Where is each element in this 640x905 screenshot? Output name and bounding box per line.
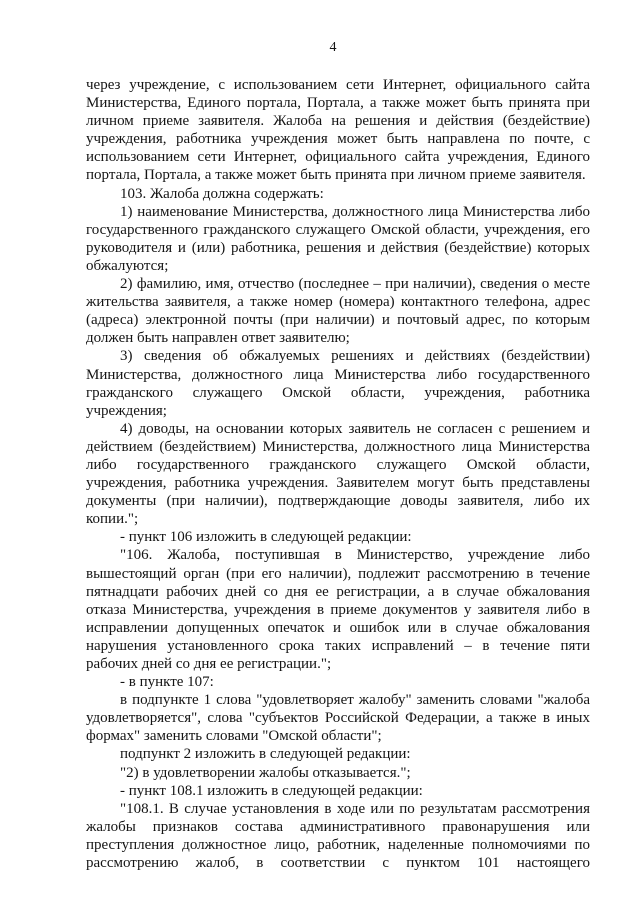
paragraph-amend-107: - в пункте 107: (120, 674, 214, 691)
paragraph-108-1-text: "108.1. В случае установления в ходе или по результатам рассмотрения жалобы признаков состава административного правонарушения или преступления должностное лицо, работник, наделенные полномочиями по рассмотрению жалоб, в соответствии с пунктом 101 настоящего (86, 800, 590, 872)
paragraph-103-heading: 103. Жалоба должна содержать: (120, 185, 324, 202)
paragraph-107-subitem-2-intro: подпункт 2 изложить в следующей редакции: (120, 746, 411, 763)
paragraph-107-subitem-2-text: "2) в удовлетворении жалобы отказывается."; (120, 764, 411, 781)
paragraph-103-item-3: 3) сведения об обжалуемых решениях и действиях (бездействии) Министерства, должностного лица Министерства либо государственного гражданского служащего Омской области, учреждения, работника учреждения; (86, 348, 590, 419)
paragraph-103-item-4: 4) доводы, на основании которых заявитель не согласен с решением и действием (бездействием) Министерства, должностного лица Министерства либо государственного гражданского служащего Омской области, учреждения, работника учреждения. Заявителем могут быть представлены документы (при наличии), подтверждающие доводы заявителя, либо их копии."; (86, 420, 590, 528)
page-number: 4 (329, 40, 337, 55)
paragraph-amend-106: - пункт 106 изложить в следующей редакции: (120, 529, 412, 546)
paragraph-103-item-1: 1) наименование Министерства, должностного лица Министерства либо государственного гражданского служащего Омской области, учреждения, его руководителя и (или) работника, решения и действия (бездействие) которых обжалуются; (86, 203, 590, 274)
paragraph-107-subitem-1: в подпункте 1 слова "удовлетворяет жалобу" заменить словами "жалоба удовлетворяется", слова "субъектов Российской Федерации, а также в иных формах" заменить словами "Омской области"; (86, 692, 590, 745)
paragraph-106-text: "106. Жалоба, поступившая в Министерство, учреждение либо вышестоящий орган (при его наличии), подлежит рассмотрению в течение пятнадцати рабочих дней со дня ее регистрации, а в случае обжалования отказа Министерства, учреждения в приеме документов у заявителя либо в исправлении допущенных опечаток и ошибок или в случае обжалования нарушения установленного срока таких исправлений – в течение пяти рабочих дней со дня ее регистрации."; (86, 547, 590, 672)
paragraph-complaint-channels: через учреждение, с использованием сети Интернет, официального сайта Министерства, Единого портала, Портала, а также может быть принята при личном приеме заявителя. Жалоба на решения и действия (бездействие) учреждения, работника учреждения может быть направлена по почте, с использованием сети Интернет, официального сайта учреждения, Единого портала, Портала, а также может быть принята при личном приеме заявителя. (86, 77, 590, 184)
paragraph-amend-108-1: - пункт 108.1 изложить в следующей редакции: (120, 782, 423, 799)
paragraph-103-item-2: 2) фамилию, имя, отчество (последнее – при наличии), сведения о месте жительства заявителя, а также номер (номера) контактного телефона, адрес (адреса) электронной почты (при наличии) и почтовый адрес, по которым должен быть направлен ответ заявителю; (86, 276, 590, 347)
document-body (86, 76, 590, 872)
